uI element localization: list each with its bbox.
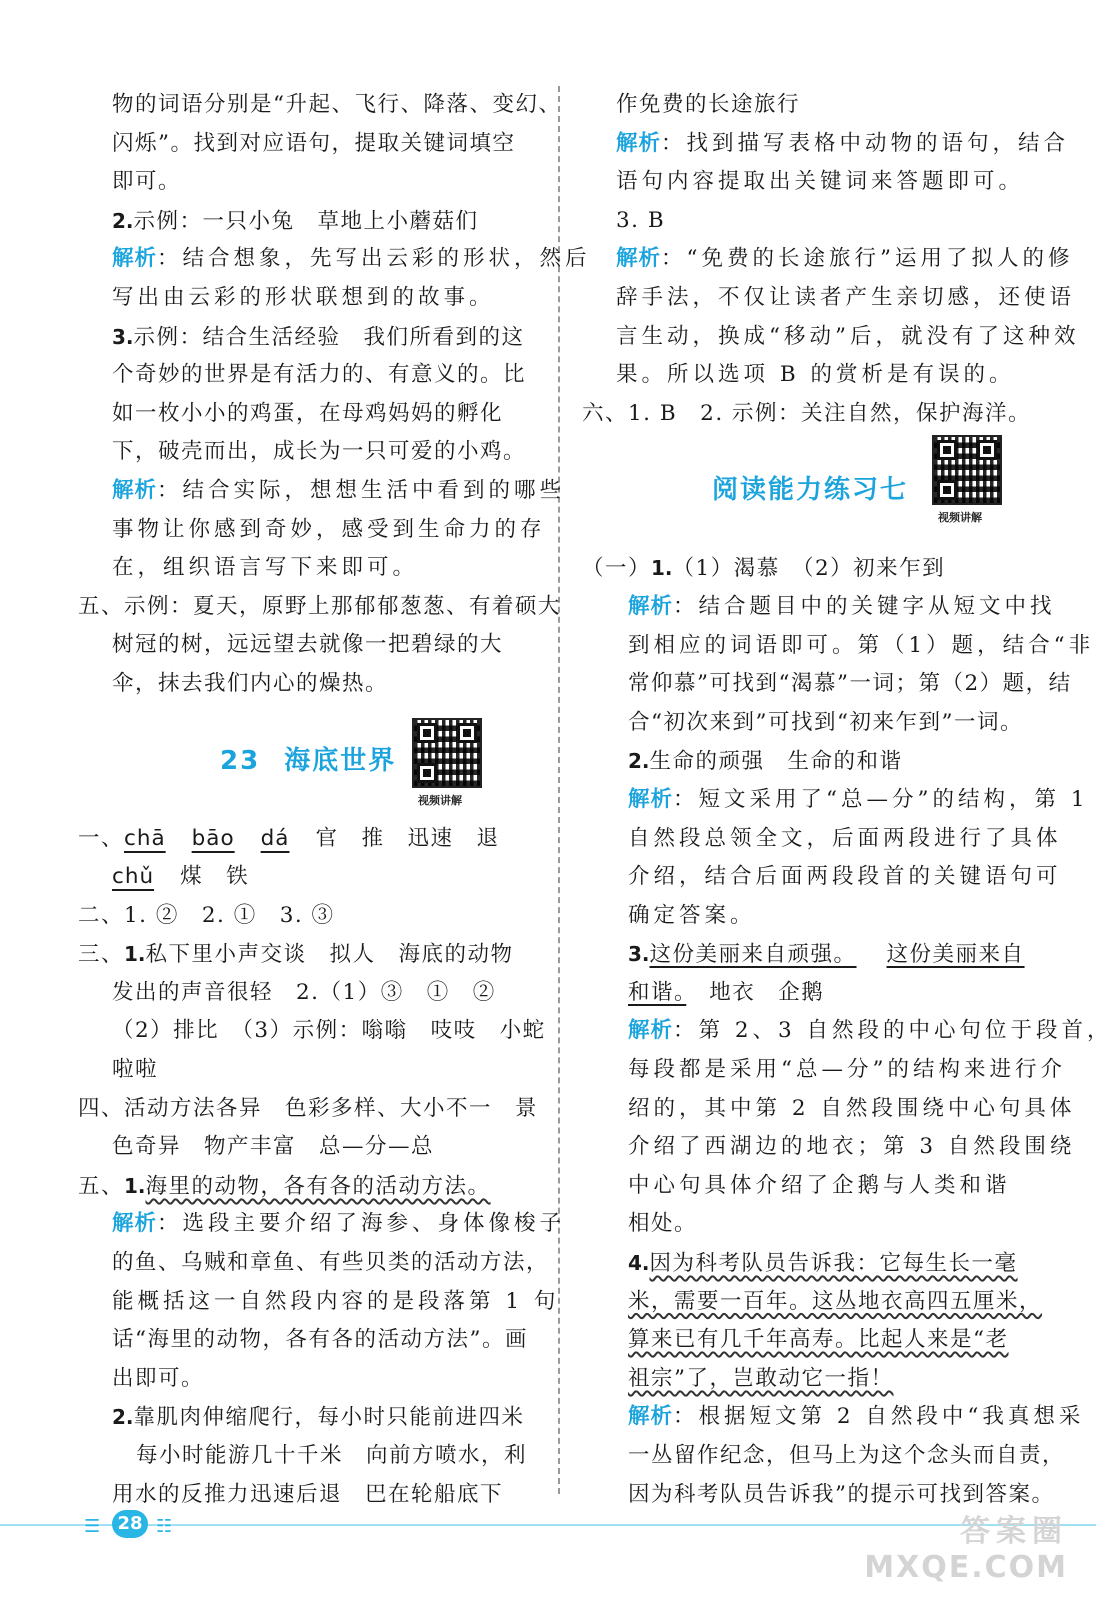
text-line: 介绍，结合后面两段段首的关键语句可: [628, 864, 1062, 890]
left-column: [78, 86, 591, 1514]
analysis-tag: 解析: [628, 1018, 674, 1044]
answer-words: 煤 铁: [180, 864, 250, 890]
text-line: 如一枚小小的鸡蛋，在母鸡妈妈的孵化: [112, 400, 504, 426]
text-line: 因为科考队员告诉我”的提示可找到答案。: [628, 1481, 1055, 1507]
wavy-underlined-answer: 因为科考队员告诉我：它每生长一毫: [649, 1251, 1018, 1277]
answer-line: [78, 318, 534, 357]
analysis-tag: 解析: [616, 130, 662, 156]
answer-line: [582, 742, 1038, 781]
text-line: 闪烁”。找到对应语句，提取关键词填空: [112, 130, 516, 156]
answer-text: 生命的顽强 生命的和谐: [649, 749, 903, 775]
page-number: 28: [112, 1510, 148, 1538]
lesson-number: 23: [220, 745, 261, 776]
text-line: 作免费的长途旅行: [616, 92, 801, 117]
question-number: 2.: [112, 208, 134, 233]
text-line: 一丛留作纪念，但马上为这个念头而自责，: [628, 1443, 1066, 1468]
underlined-answer: 和谐。: [628, 979, 687, 1005]
wavy-underlined-answer: 海里的动物，各有各的活动方法。: [145, 1173, 491, 1199]
text-line: 到相应的词语即可。第（1）题，结合“非: [628, 632, 1095, 658]
question-number: 1.: [651, 556, 673, 581]
text-line: 每小时能游几十千米 向前方喷水，利: [136, 1443, 528, 1468]
answer-line: 3. B: [616, 207, 666, 233]
analysis-tag: 解析: [616, 246, 662, 272]
footer-decoration-icon: ☰: [84, 1516, 101, 1537]
analysis-text: ：结合实际，想想生活中看到的哪些: [157, 477, 566, 503]
answer-line: [582, 974, 1038, 1013]
answer-line: [78, 858, 534, 897]
text-line: 下，破壳而出，成长为一只可爱的小鸡。: [112, 439, 527, 465]
pinyin-blank: chǔ: [112, 864, 155, 890]
section-one-line: [78, 820, 534, 859]
part-prefix: （一）: [582, 556, 652, 582]
section-prefix: 三、: [78, 942, 125, 968]
answer-line: [582, 935, 1038, 974]
qr-caption: 视频讲解: [418, 793, 462, 807]
analysis-text: ：“免费的长途旅行”运用了拟人的修: [661, 246, 1074, 272]
analysis-line: [582, 1398, 1085, 1437]
question-number: 3.: [112, 324, 134, 349]
text-line: 常仰慕”可找到“渴慕”一词；第（2）题，结: [628, 671, 1072, 697]
section-prefix: 一、: [78, 825, 125, 851]
analysis-line: [78, 472, 566, 511]
text-line: [582, 1360, 1038, 1399]
section-four-line: 四、活动方法各异 色彩多样、大小不一 景: [78, 1095, 539, 1121]
analysis-line: [78, 240, 591, 279]
analysis-line: [582, 240, 1074, 279]
text-line: 的鱼、乌贼和章鱼、有些贝类的活动方法，: [112, 1250, 550, 1276]
lesson-heading: [78, 704, 534, 820]
analysis-text: ：结合题目中的关键字从短文中找: [673, 593, 1056, 619]
question-number: 3.: [628, 942, 650, 967]
text-line: 色奇异 物产丰富 总—分—总: [112, 1134, 435, 1160]
analysis-line: [582, 125, 1070, 164]
text-line: 能概括这一自然段内容的是段落第 1 句: [112, 1288, 560, 1314]
text-line: 介绍了西湖边的地衣；第 3 自然段围绕: [628, 1134, 1076, 1160]
analysis-tag: 解析: [112, 246, 158, 272]
answer-line: [78, 202, 534, 241]
analysis-line: [582, 588, 1056, 627]
analysis-line: [582, 1012, 1113, 1051]
pinyin-blank: dá: [260, 825, 290, 851]
text-line: 啦啦: [112, 1057, 159, 1083]
analysis-text: ：结合想象，先写出云彩的形状，然后: [157, 246, 591, 272]
text-line: 物的词语分别是“升起、飞行、降落、变幻、: [112, 92, 562, 117]
analysis-line: [582, 781, 1089, 820]
answer-words: 官 推 迅速 退: [315, 825, 500, 851]
text-line: 写出由云彩的形状联想到的故事。: [112, 284, 495, 310]
underlined-answer: 这份美丽来自顽强。: [649, 942, 857, 968]
answer-text: 地衣 企鹅: [686, 979, 825, 1005]
text-line: 伞，抹去我们内心的燥热。: [112, 670, 389, 696]
text-line: 话“海里的动物，各有各的活动方法”。画: [112, 1327, 528, 1353]
question-number: 1.: [124, 942, 146, 967]
part-one-line: [582, 549, 1038, 588]
footer-decoration-icon: ☷: [156, 1516, 173, 1537]
section-five-line: [78, 1167, 534, 1206]
text-line: 绍的，其中第 2 自然段围绕中心句具体: [628, 1095, 1076, 1121]
text-line: （2）排比 （3）示例：嗡嗡 吱吱 小蛇: [112, 1018, 546, 1044]
text-line: 确定答案。: [628, 902, 756, 928]
wavy-underlined-answer: 祖宗”了，岂敢动它一指！: [628, 1365, 894, 1391]
text-line: 言生动，换成“移动”后，就没有了这种效: [616, 323, 1080, 349]
watermark-url: MXQE.COM: [864, 1550, 1068, 1585]
text-line: 在，组织语言写下来即可。: [112, 555, 419, 581]
text-line: 合“初次来到”可找到“初来乍到”一词。: [628, 709, 1023, 735]
underlined-answer: 这份美丽来自: [886, 942, 1025, 968]
text-line: [582, 1283, 1043, 1322]
wavy-underlined-answer: 算来已有几千年高寿。比起人来是“老: [628, 1327, 1009, 1353]
pinyin-blank: chā: [124, 825, 166, 851]
text-line: 每段都是采用“总—分”的结构来进行介: [628, 1057, 1066, 1083]
analysis-tag: 解析: [628, 1404, 674, 1430]
text-line: [582, 1321, 1038, 1360]
analysis-text: ：第 2、3 自然段的中心句位于段首，: [673, 1018, 1113, 1044]
analysis-tag: 解析: [628, 593, 674, 619]
exercise-title: 阅读能力练习七: [712, 475, 909, 506]
analysis-text: ：选段主要介绍了海参、身体像梭子: [157, 1211, 566, 1237]
analysis-tag: 解析: [628, 786, 674, 812]
text-line: 自然段总领全文，后面两段进行了具体: [628, 825, 1062, 851]
section-prefix: 五、: [78, 1173, 125, 1199]
answer-text: 私下里小声交谈 拟人 海底的动物: [145, 942, 514, 968]
section-three-line: [78, 935, 534, 974]
lesson-name: 海底世界: [284, 745, 397, 776]
pinyin-blank: bāo: [191, 825, 235, 851]
section-two-line: 二、1. ② 2. ① 3. ③: [78, 902, 335, 928]
watermark: [864, 1506, 1068, 1585]
section-five-line: 五、示例：夏天，原野上那郁郁葱葱、有着硕大: [78, 593, 562, 619]
answer-line: [582, 1244, 1038, 1283]
wavy-underlined-answer: 米，需要一百年。这丛地衣高四五厘米，: [628, 1288, 1043, 1314]
qr-caption: 视频讲解: [938, 511, 982, 525]
lesson-title: [220, 740, 396, 777]
answer-text: 示例：一只小兔 草地上小蘑菇们: [133, 208, 479, 234]
text-line: 辞手法，不仅让读者产生亲切感，还使语: [616, 284, 1076, 310]
section-six-line: 六、1. B 2. 示例：关注自然，保护海洋。: [582, 400, 1031, 426]
text-line: 果。所以选项 B 的赏析是有误的。: [616, 362, 1015, 388]
analysis-line: [78, 1205, 566, 1244]
analysis-text: ：找到描写表格中动物的语句，结合: [661, 130, 1070, 156]
analysis-text: ：根据短文第 2 自然段中“我真想采: [673, 1404, 1085, 1430]
analysis-tag: 解析: [112, 1211, 158, 1237]
text-line: 出即可。: [112, 1365, 205, 1391]
text-line: 中心句具体介绍了企鹅与人类和谐: [628, 1172, 1011, 1198]
answer-line: [78, 1398, 534, 1437]
text-line: 用水的反推力迅速后退 巴在轮船底下: [112, 1481, 504, 1507]
question-number: 2.: [628, 749, 650, 774]
text-line: 即可。: [112, 169, 182, 195]
text-line: 发出的声音很轻 2.（1）③ ① ②: [112, 979, 496, 1005]
answer-text: （1）渴慕 （2）初来乍到: [672, 556, 946, 582]
right-column: [582, 86, 1113, 1514]
watermark-text: 答案圈: [960, 1514, 1068, 1549]
qr-code-icon[interactable]: [932, 435, 1002, 505]
answer-text: 示例：结合生活经验 我们所看到的这: [133, 324, 525, 350]
analysis-tag: 解析: [112, 477, 158, 503]
exercise-heading: [582, 433, 1038, 549]
question-number: 2.: [112, 1405, 134, 1430]
text-line: 语句内容提取出关键词来答题即可。: [616, 169, 1025, 195]
qr-code-icon[interactable]: [412, 718, 482, 788]
text-line: 树冠的树，远远望去就像一把碧绿的大: [112, 632, 504, 658]
text-line: 事物让你感到奇妙，感受到生命力的存: [112, 516, 546, 542]
answer-text: 靠肌肉伸缩爬行，每小时只能前进四米: [133, 1405, 525, 1431]
analysis-text: ：短文采用了“总—分”的结构，第 1: [673, 786, 1089, 812]
question-number: 1.: [124, 1173, 146, 1198]
text-line: 个奇妙的世界是有活力的、有意义的。比: [112, 362, 527, 388]
question-number: 4.: [628, 1251, 650, 1276]
text-line: 相处。: [628, 1211, 698, 1237]
